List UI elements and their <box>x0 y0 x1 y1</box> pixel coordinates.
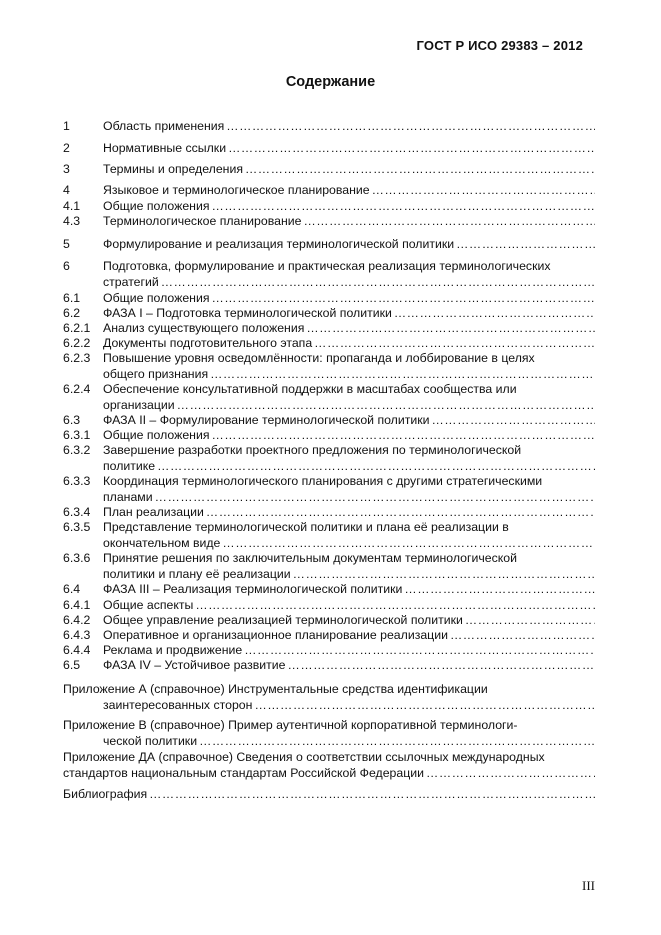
toc-entry[interactable] <box>63 597 595 613</box>
toc-leader-dots <box>210 366 595 382</box>
toc-leader-dots <box>303 213 595 229</box>
toc-entry-number: 6.3.4 <box>63 505 91 519</box>
toc-entry[interactable] <box>63 519 595 535</box>
toc-entry-title: Общие положения <box>103 428 210 442</box>
toc-entry-title: Общие положения <box>103 291 210 305</box>
toc-entry-number: 6.3.6 <box>63 551 91 565</box>
toc-leader-dots <box>404 581 595 597</box>
toc-leader-dots <box>228 140 595 156</box>
document-header: ГОСТ Р ИСО 29383 – 2012 <box>416 38 583 53</box>
toc-leader-dots <box>199 733 595 749</box>
toc-entry-title: ФАЗА III – Реализация терминологической политики <box>103 582 403 596</box>
toc-leader-dots <box>211 198 595 214</box>
toc-entry[interactable] <box>63 612 595 628</box>
toc-entry-title: Приложение ДА (справочное) Сведения о соответствии ссылочных международных <box>63 750 545 764</box>
toc-leader-dots <box>394 305 595 321</box>
toc-entry-title: Документы подготовительного этапа <box>103 336 313 350</box>
toc-entry[interactable] <box>63 717 595 733</box>
toc-entry[interactable] <box>63 442 595 458</box>
toc-entry-number: 6.4 <box>63 582 81 596</box>
toc-entry[interactable] <box>63 504 595 520</box>
toc-entry-title: Общее управление реализацией терминологической политики <box>103 613 463 627</box>
toc-entry[interactable] <box>63 213 595 229</box>
toc-leader-dots <box>293 566 595 582</box>
toc-leader-dots <box>211 427 595 443</box>
toc-leader-dots <box>155 489 595 505</box>
toc-entry-number: 6.3.2 <box>63 443 91 457</box>
toc-entry-number: 6.4.1 <box>63 598 91 612</box>
toc-leader-dots <box>372 182 595 198</box>
toc-entry-title: План реализации <box>103 505 204 519</box>
toc-entry[interactable] <box>63 274 595 290</box>
toc-entry-title: Термины и определения <box>103 162 243 176</box>
toc-entry-number: 6.3 <box>63 413 81 427</box>
toc-leader-dots <box>245 161 595 177</box>
toc-entry[interactable] <box>63 697 595 713</box>
toc-entry-title: Представление терминологической политики и плана её реализации в <box>103 520 509 534</box>
toc-entry-number: 6.3.3 <box>63 474 91 488</box>
toc-entry[interactable] <box>63 427 595 443</box>
toc-leader-dots <box>306 320 595 336</box>
toc-entry-number: 3 <box>63 162 70 176</box>
toc-entry-title: стандартов национальным стандартам Российской Федерации <box>63 766 425 780</box>
toc-entry[interactable] <box>63 381 595 397</box>
toc-entry-title: Координация терминологического планирования с другими стратегическими <box>103 474 543 488</box>
toc-leader-dots <box>465 612 595 628</box>
page-title: Содержание <box>285 74 376 90</box>
toc-entry-number: 6.2.2 <box>63 336 91 350</box>
toc-entry[interactable] <box>63 642 595 658</box>
toc-leader-dots <box>177 397 595 413</box>
toc-entry-title: Завершение разработки проектного предложения по терминологической <box>103 443 522 457</box>
toc-entry-title: Приложение В (справочное) Пример аутентичной корпоративной терминологи- <box>63 718 518 732</box>
toc-entry[interactable] <box>63 458 595 474</box>
toc-entry-title: Область применения <box>103 119 225 133</box>
toc-leader-dots <box>244 642 595 658</box>
toc-entry[interactable] <box>63 681 595 697</box>
toc-entry[interactable] <box>63 749 595 765</box>
toc-entry[interactable] <box>63 182 595 198</box>
toc-entry[interactable] <box>63 236 595 252</box>
toc-entry[interactable] <box>63 290 595 306</box>
toc-entry[interactable] <box>63 550 595 566</box>
toc-entry-title: стратегий <box>103 275 159 289</box>
page-number: III <box>582 878 595 893</box>
toc-entry[interactable] <box>63 581 595 597</box>
toc-leader-dots <box>222 535 595 551</box>
toc-leader-dots <box>426 765 595 781</box>
toc-entry-title: организации <box>103 398 175 412</box>
toc-entry-number: 6.4.2 <box>63 613 91 627</box>
toc-entry-number: 4 <box>63 183 70 197</box>
toc-leader-dots <box>226 118 595 134</box>
toc-entry[interactable] <box>63 258 595 274</box>
toc-entry-title: Подготовка, формулирование и практическая реализация терминологических <box>103 259 551 273</box>
toc-entry-number: 6.3.1 <box>63 428 91 442</box>
toc-entry[interactable] <box>63 473 595 489</box>
toc-entry-number: 6.4.3 <box>63 628 91 642</box>
toc-leader-dots <box>254 697 595 713</box>
toc-entry[interactable] <box>63 397 595 413</box>
toc-entry-number: 4.1 <box>63 199 81 213</box>
toc-entry-title: Обеспечение консультативной поддержки в масштабах сообщества или <box>103 382 517 396</box>
toc-entry-title: Языковое и терминологическое планирование <box>103 183 370 197</box>
toc-entry-number: 6.4.4 <box>63 643 91 657</box>
toc-leader-dots <box>314 335 595 351</box>
toc-leader-dots <box>450 627 595 643</box>
toc-leader-dots <box>161 274 595 290</box>
toc-entry[interactable] <box>63 765 595 781</box>
toc-leader-dots <box>288 657 595 673</box>
toc-entry-number: 6.1 <box>63 291 81 305</box>
toc-entry[interactable] <box>63 350 595 366</box>
toc-entry[interactable] <box>63 198 595 214</box>
toc-entry-title: политики и плану её реализации <box>103 567 291 581</box>
toc-entry[interactable] <box>63 366 595 382</box>
toc-entry[interactable] <box>63 320 595 336</box>
toc-entry[interactable] <box>63 118 595 134</box>
toc-entry[interactable] <box>63 733 595 749</box>
toc-entry-number: 6.2.3 <box>63 351 91 365</box>
toc-entry-title: Принятие решения по заключительным документам терминологической <box>103 551 517 565</box>
toc-entry-title: планами <box>103 490 153 504</box>
toc-entry-number: 6.2.1 <box>63 321 91 335</box>
toc-entry-title: ФАЗА II – Формулирование терминологической политики <box>103 413 430 427</box>
toc-entry-number: 5 <box>63 237 70 251</box>
toc-entry-title: Нормативные ссылки <box>103 141 227 155</box>
toc-entry-title: Общие положения <box>103 199 210 213</box>
toc-entry[interactable] <box>63 535 595 551</box>
toc-entry-title: Анализ существующего положения <box>103 321 305 335</box>
toc-entry-number: 6.2 <box>63 306 81 320</box>
toc-entry-title: Повышение уровня осведомлённости: пропаганда и лоббирование в целях <box>103 351 535 365</box>
toc-entry[interactable] <box>63 305 595 321</box>
toc-entry[interactable] <box>63 140 595 156</box>
toc-entry-title: Терминологическое планирование <box>103 214 302 228</box>
toc-entry[interactable] <box>63 627 595 643</box>
toc-entry-number: 4.3 <box>63 214 81 228</box>
toc-leader-dots <box>195 597 595 613</box>
toc-leader-dots <box>149 786 595 802</box>
toc-leader-dots <box>206 504 595 520</box>
toc-leader-dots <box>431 412 595 428</box>
toc-leader-dots <box>456 236 595 252</box>
toc-entry-title: заинтересованных сторон <box>103 698 253 712</box>
toc-entry-title: политике <box>103 459 156 473</box>
toc-entry-title: ФАЗА IV – Устойчивое развитие <box>103 658 286 672</box>
toc-entry-title: Реклама и продвижение <box>103 643 243 657</box>
toc-entry[interactable] <box>63 412 595 428</box>
toc-entry-number: 2 <box>63 141 70 155</box>
toc-entry[interactable] <box>63 786 595 802</box>
toc-entry-title: ческой политики <box>103 734 198 748</box>
toc-entry[interactable] <box>63 161 595 177</box>
toc-entry-title: Формулирование и реализация терминологической политики <box>103 237 455 251</box>
toc-entry[interactable] <box>63 657 595 673</box>
toc-entry-title: Общие аспекты <box>103 598 194 612</box>
toc-entry-title: ФАЗА I – Подготовка терминологической политики <box>103 306 392 320</box>
toc-entry-title: Оперативное и организационное планирование реализации <box>103 628 448 642</box>
toc-entry-title: Библиография <box>63 787 148 801</box>
toc-entry[interactable] <box>63 335 595 351</box>
toc-leader-dots <box>211 290 595 306</box>
toc-entry-number: 6.2.4 <box>63 382 91 396</box>
toc-entry-number: 6 <box>63 259 70 273</box>
toc-leader-dots <box>157 458 595 474</box>
toc-entry-number: 1 <box>63 119 70 133</box>
toc-entry-title: Приложение А (справочное) Инструментальные средства идентификации <box>63 682 488 696</box>
toc-entry-title: общего признания <box>103 367 209 381</box>
toc-entry[interactable] <box>63 566 595 582</box>
toc-entry-title: окончательном виде <box>103 536 221 550</box>
toc-entry-number: 6.3.5 <box>63 520 91 534</box>
toc-entry-number: 6.5 <box>63 658 81 672</box>
toc-entry[interactable] <box>63 489 595 505</box>
